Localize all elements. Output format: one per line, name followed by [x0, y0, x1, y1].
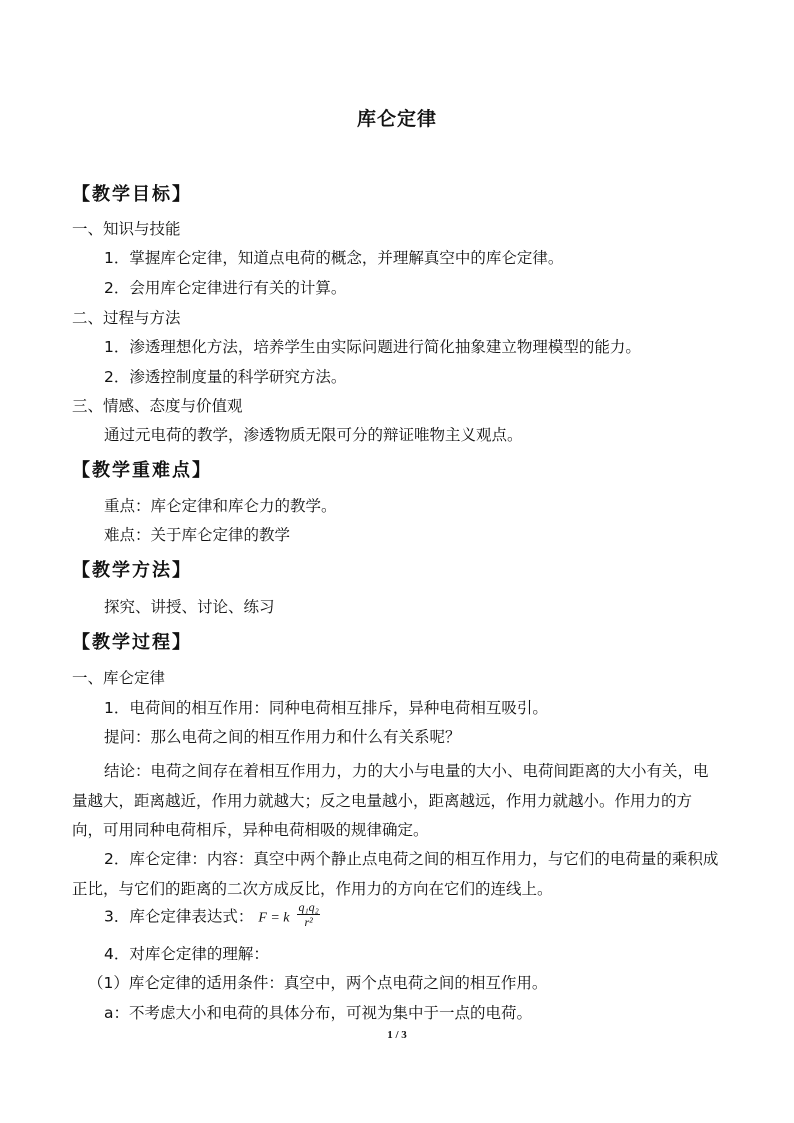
key-point-focus: 重点：库仑定律和库仑力的教学。 [104, 497, 337, 515]
formula-label: 3．库仑定律表达式： [104, 907, 254, 926]
section-heading-methods: 【教学方法】 [72, 560, 192, 581]
goals-item: 2．渗透控制度量的科学研究方法。 [104, 368, 347, 386]
page-number: 1 / 3 [387, 1029, 407, 1041]
goals-heading-process: 二、过程与方法 [72, 309, 181, 327]
section-heading-process: 【教学过程】 [72, 632, 192, 653]
formula-numerator: q₁q₂ [298, 900, 319, 914]
methods-text: 探究、讲授、讨论、练习 [104, 598, 275, 616]
process-paragraph: 结论：电荷之间存在着相互作用力，力的大小与电量的大小、电荷间距离的大小有关，电量越大，距离越近，作用力就越大；反之电量越小，距离越远，作用力就越小。作用力的方向，可用同种电荷相斥，异种电荷相吸的规律确定。 [72, 762, 709, 839]
coulomb-formula-line [104, 900, 320, 931]
process-paragraph: （1）库仑定律的适用条件：真空中，两个点电荷之间的相互作用。 [88, 974, 548, 992]
goals-item: 2．会用库仑定律进行有关的计算。 [104, 279, 347, 297]
process-paragraph: 4．对库仑定律的理解： [104, 945, 269, 963]
page-title: 库仑定律 [356, 108, 437, 130]
formula-lhs: F = k [258, 910, 290, 926]
process-paragraph: 提问：那么电荷之间的相互作用力和什么有关系呢？ [104, 728, 461, 746]
key-point-difficulty: 难点：关于库仑定律的教学 [104, 526, 291, 544]
goals-item: 通过元电荷的教学，渗透物质无限可分的辩证唯物主义观点。 [104, 426, 523, 444]
goals-item: 1．渗透理想化方法，培养学生由实际问题进行简化抽象建立物理模型的能力。 [104, 338, 641, 356]
goals-heading-knowledge: 一、知识与技能 [72, 220, 181, 238]
process-paragraph: a：不考虑大小和电荷的具体分布，可视为集中于一点的电荷。 [104, 1004, 533, 1022]
process-paragraph: 1．电荷间的相互作用：同种电荷相互排斥，异种电荷相互吸引。 [104, 699, 548, 717]
process-heading-coulomb: 一、库仑定律 [72, 669, 166, 687]
section-heading-key-points: 【教学重难点】 [72, 460, 212, 481]
formula-denominator: r² [304, 915, 313, 929]
goals-item: 1．掌握库仑定律，知道点电荷的概念，并理解真空中的库仑定律。 [104, 249, 564, 267]
goals-heading-attitude: 三、情感、态度与价值观 [72, 397, 243, 415]
section-heading-goals: 【教学目标】 [72, 184, 192, 205]
process-paragraph: 2．库仑定律：内容：真空中两个静止点电荷之间的相互作用力，与它们的电荷量的乘积成正比，与它们的距离的二次方成反比，作用力的方向在它们的连线上。 [72, 850, 719, 898]
formula-fraction [297, 901, 319, 929]
